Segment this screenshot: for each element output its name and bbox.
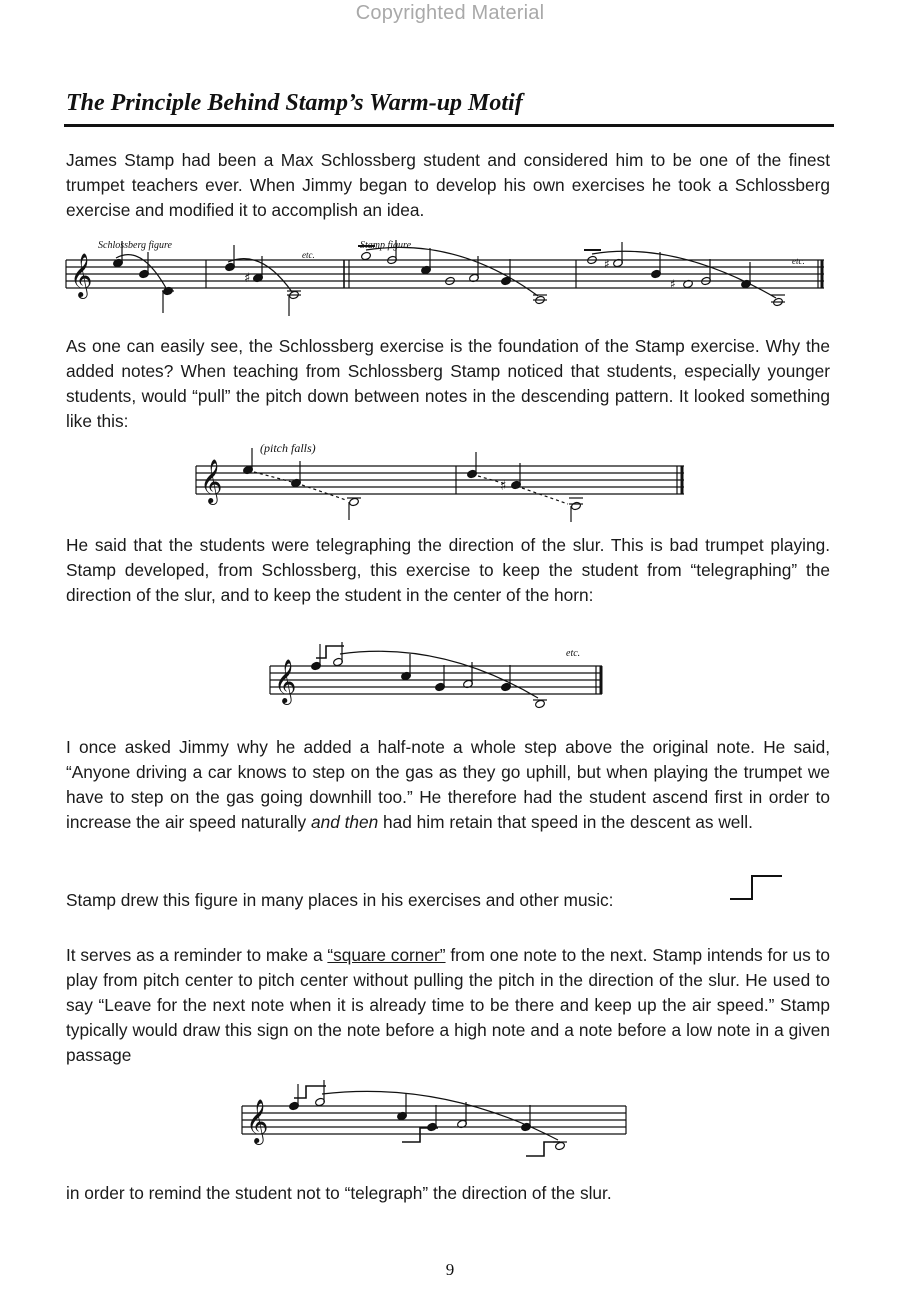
treble-clef-icon: 𝄞 — [200, 459, 223, 503]
label-etc-2: etc. — [792, 256, 805, 266]
paragraph-square-corner — [66, 943, 830, 1068]
svg-text:♯: ♯ — [244, 271, 251, 286]
paragraph-figure-intro: Stamp drew this figure in many places in his exercises and other music: — [66, 890, 614, 910]
page-number: 9 — [445, 1260, 455, 1279]
svg-text:♯: ♯ — [500, 479, 507, 494]
label-pitch-falls: (pitch falls) — [260, 441, 316, 455]
label-etc: etc. — [566, 648, 581, 659]
label-etc-1: etc. — [302, 250, 315, 260]
music-example-pitch-falls — [196, 440, 686, 522]
treble-clef-icon: 𝄞 — [246, 1099, 269, 1143]
copyright-watermark: Copyrighted Material — [355, 2, 545, 24]
music-example-stamp-figure — [270, 642, 610, 714]
text-segment: from one note to the next. Stamp intends for us to play from pitch center to pitch center without pulling the pitch in the direction of the slur. He used to say “Leave for the next note when it is already time to be there and keep up the air speed.” Stamp typically would draw this sign on the note before a high note and a note before a low note in a given passage — [66, 945, 830, 1065]
music-example-schlossberg-stamp — [66, 238, 826, 318]
square-corner-sign-icon — [728, 872, 788, 904]
treble-clef-icon: 𝄞 — [70, 253, 93, 297]
treble-clef-icon: 𝄞 — [274, 659, 297, 703]
paragraph-telegraphing: He said that the students were telegraphing the direction of the slur. This is bad trumpet playing. Stamp developed, from Schlossberg, this exercise to keep the student from “telegraphing” the direction of the slur, and to keep the student in the center of the horn: — [66, 535, 830, 605]
svg-text:♯: ♯ — [604, 257, 610, 271]
text-segment: It serves as a reminder to make a — [66, 945, 328, 965]
label-schlossberg-figure: Schlossberg figure — [98, 240, 172, 251]
text-segment: had him retain that speed in the descent as well. — [378, 812, 753, 832]
music-example-square-corner-marks — [242, 1080, 632, 1170]
section-heading: The Principle Behind Stamp’s Warm-up Motif — [66, 90, 523, 116]
paragraph-intro: James Stamp had been a Max Schlossberg student and considered him to be one of the finest trumpet teachers ever. When Jimmy began to develop his own exercises he took a Schlossberg exercise and modified it to accomplish an idea. — [66, 150, 830, 220]
text-italic: and then — [310, 812, 379, 832]
paragraph-conclusion: in order to remind the student not to “telegraph” the direction of the slur. — [66, 1183, 612, 1203]
text-underlined: “square corner” — [327, 945, 446, 965]
heading-rule — [64, 124, 834, 127]
paragraph-why-added-notes: As one can easily see, the Schlossberg exercise is the foundation of the Stamp exercise. Why the added notes? When teaching from Schlossberg Stamp noticed that students, especially younger students, would “pull” the pitch down between notes in the descending pattern. It looked something like this: — [66, 336, 830, 431]
svg-text:♯: ♯ — [670, 277, 676, 291]
paragraph-half-note-explanation — [66, 735, 830, 835]
text-segment: I once asked Jimmy why he added a half-note a whole step above the original note. He said, “Anyone driving a car knows to step on the gas as they go uphill, but when playing the trumpet we have to step on the gas going downhill too.” He therefore had the student ascend first in order to increase the air speed naturally — [66, 737, 830, 832]
label-stamp-figure: Stamp figure — [360, 240, 412, 251]
